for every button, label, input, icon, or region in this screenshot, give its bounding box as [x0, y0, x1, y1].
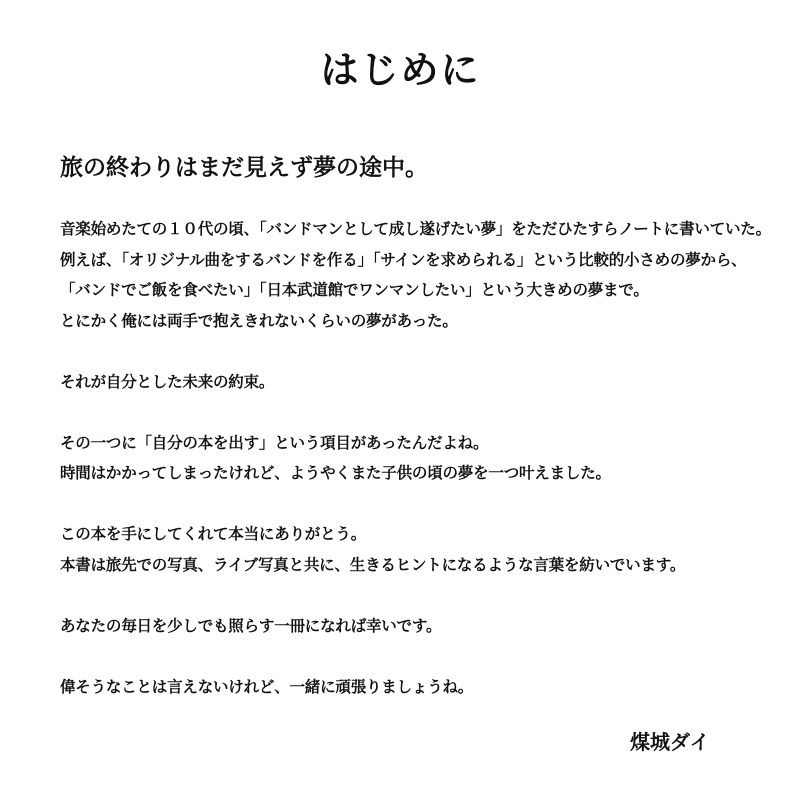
paragraph-1 [60, 214, 771, 336]
paragraph-3 [60, 428, 760, 489]
text-line: 音楽始めたての１０代の頃、「バンドマンとして成し遂げたい夢」をただひたすらノートに書いていた。 [60, 219, 771, 238]
text-line: その一つに「自分の本を出す」という項目があったんだよね。 [60, 432, 489, 452]
author-signature: 煤城ダイ [630, 730, 710, 754]
page-title: はじめに [320, 47, 481, 92]
subtitle: 旅の終わりはまだ見えず夢の途中。 [60, 154, 428, 181]
text-line: この本を手にしてくれて本当にありがとう。 [60, 524, 367, 543]
paragraph-6 [60, 672, 760, 703]
text-line: 本書は旅先での写真、ライブ写真と共に、生きるヒントになるような言葉を紡いでいます。 [60, 554, 686, 574]
paragraph-2 [60, 367, 760, 398]
body-text [60, 214, 771, 733]
paragraph-4 [60, 519, 760, 580]
text-line: とにかく俺には両手で抱えきれないくらいの夢があった。 [60, 310, 458, 330]
text-line: 偉そうなことは言えないけれど、一緒に頑張りましょうね。 [60, 676, 474, 696]
paragraph-5 [60, 611, 760, 642]
text-line: 例えば、「オリジナル曲をするバンドを作る」「サインを求められる」という比較的小さめの夢から、 [60, 249, 747, 269]
text-line: あなたの毎日を少しでも照らす一冊になれば幸いです。 [60, 615, 442, 635]
text-line: それが自分とした未来の約束。 [60, 371, 275, 391]
text-line: 時間はかかってしまったけれど、ようやくまた子供の頃の夢を一つ叶えました。 [60, 463, 611, 482]
text-line: 「バンドでご飯を食べたい」「日本武道館でワンマンしたい」という大きめの夢まで。 [60, 280, 649, 299]
